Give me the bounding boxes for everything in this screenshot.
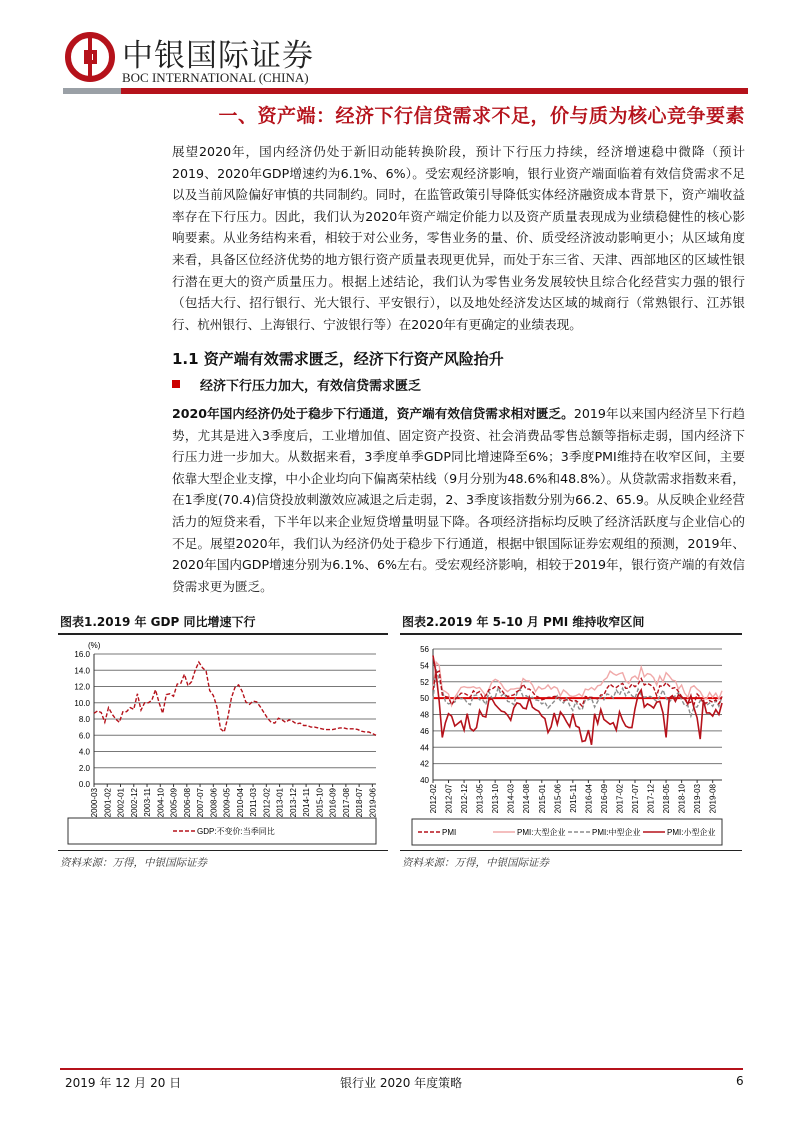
body-paragraph: [172, 403, 745, 597]
y-tick-label: 16.0: [74, 650, 90, 659]
x-tick-label: 2015-11: [568, 784, 578, 813]
x-tick-label: 2013-05: [475, 784, 485, 814]
x-tick-label: 2013-10: [491, 784, 501, 814]
y-tick-label: 2.0: [78, 763, 90, 773]
x-tick-label: 2017-08: [341, 788, 351, 818]
y-tick-label: 4.0: [78, 747, 90, 757]
x-tick-label: 2013-12: [288, 788, 298, 818]
y-tick-label: 10.0: [74, 698, 90, 708]
x-tick-label: 2017-02: [615, 784, 625, 814]
x-tick-label: 2016-04: [584, 784, 594, 814]
y-tick-label: 44: [420, 743, 429, 753]
y-tick-label: 46: [420, 726, 429, 736]
header-bar-red: [121, 88, 748, 94]
x-tick-label: 2012-02: [262, 788, 272, 818]
chart2-bottom-rule: [400, 850, 742, 851]
brand-name-cn: 中银国际证券: [122, 38, 314, 74]
para-text: 2019年以来国内经济呈下行趋势，尤其是进入3季度后，工业增加值、固定资产投资、社会消费品零售总额等指标走弱，国内经济下行压力进一步加大。从数据来看，3季度单季GDP同比增速降至6%；3季度PMI维持在收窄区间，主要依靠大型企业支撑，中小企业均向下偏离荣枯线（9月分别为48.6%和48.8%）。从贷款需求指数来看，在1季度(70.4)信贷投放刺激效应减退之后走弱，2、3季度该指数分别为66.2、65.9。从反映企业经营活力的短贷来看，下半年以来企业短贷增量明显下降。各项经济指标均反映了经济活跃度与企业信心的不足。展望2020年，我们认为经济仍处于稳步下行通道，根据中银国际证券宏观组的预测，2019年、2020年国内GDP增速分别为6.1%、6%左右。受宏观经济影响，相较于2019年，银行资产端的有效信贷需求更为匮乏。: [172, 406, 745, 594]
x-tick-label: 2017-07: [630, 784, 640, 814]
x-tick-label: 2019-06: [368, 788, 378, 818]
y-axis-label: (%): [88, 641, 101, 650]
x-tick-label: 2002-12: [129, 788, 139, 818]
pmi-chart: [400, 636, 742, 848]
chart1-source: 资料来源：万得，中银国际证券: [60, 857, 207, 869]
legend-label: PMI:中型企业: [592, 828, 641, 837]
chart2-source: 资料来源：万得，中银国际证券: [402, 857, 549, 869]
x-tick-label: 2007-07: [196, 788, 206, 818]
intro-paragraph: 展望2020年，国内经济仍处于新旧动能转换阶段，预计下行压力持续，经济增速稳中微降（预计2019、2020年GDP增速约为6.1%、6%）。受宏观经济影响，银行业资产端面临着有效信贷需求不足以及当前风险偏好审慎的共同制约。同时，在监管政策引导降低实体经济融资成本背景下，资产端收益率存在下行压力。因此，我们认为2020年资产端定价能力以及资产质量表现成为业绩稳健性的核心影响要素。从业务结构来看，相较于对公业务，零售业务的量、价、质受经济波动影响更小；从区域角度来看，具备区位经济优势的地方银行资产质量表现更优异，而处于东三省、天津、西部地区的区域性银行潜在更大的资产质量压力。根据上述结论，我们认为零售业务发展较快且综合化经营实力强的银行（包括大行、招行银行、光大银行、平安银行），以及地处经济发达区域的城商行（常熟银行、江苏银行、杭州银行、上海银行、宁波银行等）在2020年有更确定的业绩表现。: [172, 144, 745, 332]
x-tick-label: 2002-01: [116, 788, 126, 818]
x-tick-label: 2019-03: [693, 784, 703, 814]
x-tick-label: 2012-12: [460, 784, 470, 814]
y-tick-label: 12.0: [74, 682, 90, 692]
x-tick-label: 2011-03: [249, 788, 259, 817]
series-line-3: [433, 656, 722, 745]
x-tick-label: 2006-08: [182, 788, 192, 818]
boc-logo-icon: [65, 32, 115, 82]
y-tick-label: 48: [420, 710, 429, 720]
gdp-chart: [58, 636, 388, 848]
y-tick-label: 42: [420, 759, 429, 769]
y-tick-label: 40: [420, 776, 429, 785]
x-tick-label: 2015-10: [315, 788, 325, 818]
x-tick-label: 2014-11: [302, 788, 312, 817]
chart1-title: 图表1.2019 年 GDP 同比增速下行: [60, 615, 256, 629]
legend-label: PMI:大型企业: [517, 828, 566, 837]
bullet-title: 经济下行压力加大，有效信贷需求匮乏: [200, 379, 422, 394]
y-tick-label: 6.0: [78, 731, 90, 741]
chart2-top-rule: [400, 633, 742, 635]
y-tick-label: 50: [420, 694, 429, 704]
para-lead: 2020年国内经济仍处于稳步下行通道，资产端有效信贷需求相对匮乏。: [172, 406, 574, 421]
x-tick-label: 2013-01: [275, 788, 285, 818]
x-tick-label: 2012-02: [429, 784, 438, 814]
subsection-title: 1.1 资产端有效需求匮乏，经济下行资产风险抬升: [172, 350, 504, 368]
x-tick-label: 2019-08: [708, 784, 718, 814]
bullet-square-icon: [172, 380, 180, 388]
x-tick-label: 2005-09: [169, 788, 179, 818]
x-tick-label: 2014-08: [522, 784, 532, 814]
y-tick-label: 54: [420, 661, 429, 671]
x-tick-label: 2018-05: [662, 784, 672, 814]
x-tick-label: 2015-01: [537, 784, 547, 814]
x-tick-label: 2014-03: [506, 784, 516, 814]
y-tick-label: 8.0: [78, 715, 90, 724]
x-tick-label: 2001-02: [103, 788, 113, 818]
section-title: 一、资产端：经济下行信贷需求不足，价与质为核心竞争要素: [218, 105, 745, 127]
series-line-0: [94, 662, 376, 735]
footer-title: 银行业 2020 年度策略: [340, 1076, 463, 1090]
x-tick-label: 2016-09: [328, 788, 338, 818]
x-tick-label: 2004-10: [156, 788, 166, 818]
x-tick-label: 2010-04: [235, 788, 245, 818]
footer-date: 2019 年 12 月 20 日: [65, 1076, 182, 1090]
header-bar-gray: [63, 88, 121, 94]
legend-label: PMI:小型企业: [667, 828, 716, 837]
x-tick-label: 2017-12: [646, 784, 656, 814]
x-tick-label: 2018-07: [355, 788, 365, 818]
chart2-title: 图表2.2019 年 5-10 月 PMI 维持收窄区间: [402, 615, 645, 629]
legend-label: PMI: [442, 828, 457, 837]
page-number: 6: [736, 1074, 744, 1088]
x-tick-label: 2008-06: [209, 788, 219, 818]
chart1-bottom-rule: [58, 850, 388, 851]
x-tick-label: 2016-09: [599, 784, 609, 814]
x-tick-label: 2009-05: [222, 788, 232, 818]
x-tick-label: 2012-07: [444, 784, 454, 814]
x-tick-label: 2003-11: [143, 788, 153, 817]
chart1-top-rule: [58, 633, 388, 635]
y-tick-label: 52: [420, 677, 429, 687]
brand-name-en: BOC INTERNATIONAL (CHINA): [122, 70, 309, 85]
y-tick-label: 14.0: [74, 666, 90, 676]
y-tick-label: 0.0: [78, 780, 90, 789]
x-tick-label: 2015-06: [553, 784, 563, 814]
footer-rule: [60, 1068, 743, 1070]
y-tick-label: 56: [420, 645, 429, 654]
legend-label: GDP:不变价:当季同比: [197, 827, 275, 836]
x-tick-label: 2018-10: [677, 784, 687, 814]
x-tick-label: 2000-03: [90, 788, 99, 818]
